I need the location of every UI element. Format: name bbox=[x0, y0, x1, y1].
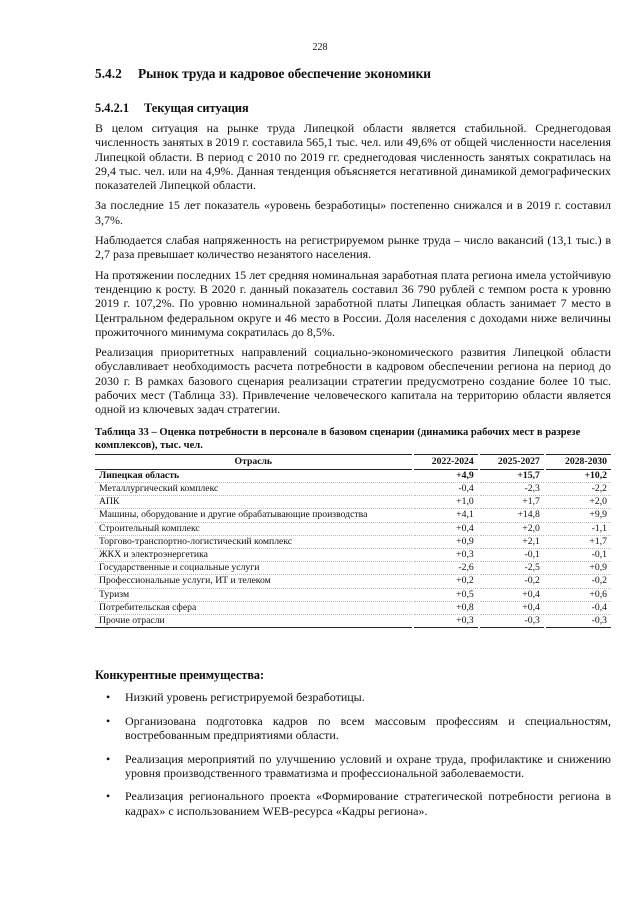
table-cell: +14,8 bbox=[479, 509, 545, 522]
table-cell: +0,6 bbox=[545, 588, 611, 601]
table-cell: Машины, оборудование и другие обрабатывающие производства bbox=[95, 509, 413, 522]
table-cell: -2,6 bbox=[413, 562, 479, 575]
table-cell: Потребительская сфера bbox=[95, 601, 413, 614]
list-item-text: Реализация регионального проекта «Формирование стратегической потребности региона в кадрах» с использованием WEB-ресурса «Кадры региона». bbox=[125, 789, 611, 818]
table-cell: +2,1 bbox=[479, 535, 545, 548]
table-row bbox=[95, 575, 611, 588]
page-content bbox=[95, 64, 611, 827]
table-row bbox=[95, 549, 611, 562]
bullet-icon: • bbox=[106, 690, 111, 705]
section-heading bbox=[95, 66, 611, 82]
table-cell: -0,2 bbox=[545, 575, 611, 588]
table-cell: +15,7 bbox=[479, 469, 545, 482]
bullet-icon: • bbox=[106, 751, 111, 766]
table-cell: +0,4 bbox=[479, 588, 545, 601]
table-row bbox=[95, 522, 611, 535]
table-cell: Липецкая область bbox=[95, 469, 413, 482]
table-caption: Таблица 33 – Оценка потребности в персонале в базовом сценарии (динамика рабочих мест в разрезе комплексов), тыс. чел. bbox=[95, 426, 581, 451]
subsection-number: 5.4.2.1 bbox=[95, 101, 130, 115]
list-item-text: Низкий уровень регистрируемой безработицы. bbox=[125, 690, 365, 705]
table-cell: +1,7 bbox=[479, 496, 545, 509]
table-cell: -0,3 bbox=[545, 615, 611, 628]
table-row bbox=[95, 588, 611, 601]
table-cell: -0,1 bbox=[545, 549, 611, 562]
paragraph: Реализация приоритетных направлений социально-экономического развития Липецкой области обуславливает необходимость расчета потребности в кадровом обеспечении региона на период до 2030 г. В рамках базового сценария реализации стратегии предусмотрено создание более 10 тыс. рабочих мест (Таблица 33). Привлечение человеческого капитала на территорию области является одной из ключевых задач стратегии. bbox=[95, 345, 611, 417]
table-cell: ЖКХ и электроэнергетика bbox=[95, 549, 413, 562]
list-item-text: Реализация мероприятий по улучшению условий и охране труда, профилактике и снижению уровня производственного травматизма и профессиональной заболеваемости. bbox=[125, 751, 611, 780]
paragraph: За последние 15 лет показатель «уровень безработицы» постепенно снижался и в 2019 г. составил 3,7%. bbox=[95, 198, 611, 227]
advantages-list bbox=[95, 690, 611, 818]
table-cell: +0,4 bbox=[413, 522, 479, 535]
column-header: 2025-2027 bbox=[479, 454, 545, 469]
table-cell: +2,0 bbox=[479, 522, 545, 535]
table-row-total bbox=[95, 469, 611, 482]
staffing-table bbox=[95, 454, 611, 629]
section-number: 5.4.2 bbox=[95, 66, 122, 81]
table-row bbox=[95, 496, 611, 509]
column-header: 2022-2024 bbox=[413, 454, 479, 469]
column-header: Отрасль bbox=[95, 454, 413, 469]
bullet-icon: • bbox=[106, 789, 111, 804]
bullet-icon: • bbox=[106, 713, 111, 728]
table-cell: Металлургический комплекс bbox=[95, 483, 413, 496]
table-cell: +0,2 bbox=[413, 575, 479, 588]
table-cell: -0,4 bbox=[413, 483, 479, 496]
list-item bbox=[95, 714, 611, 743]
table-row bbox=[95, 535, 611, 548]
table-cell: +1,0 bbox=[413, 496, 479, 509]
table-cell: -2,5 bbox=[479, 562, 545, 575]
table-cell: Строительный комплекс bbox=[95, 522, 413, 535]
table-cell: +2,0 bbox=[545, 496, 611, 509]
table-cell: -2,3 bbox=[479, 483, 545, 496]
table-cell: -0,4 bbox=[545, 601, 611, 614]
table-row bbox=[95, 483, 611, 496]
table-cell: +0,3 bbox=[413, 615, 479, 628]
subsection-title: Текущая ситуация bbox=[144, 101, 249, 115]
column-header: 2028-2030 bbox=[545, 454, 611, 469]
table-cell: +0,8 bbox=[413, 601, 479, 614]
list-item bbox=[95, 789, 611, 818]
table-cell: +0,4 bbox=[479, 601, 545, 614]
table-cell: Прочие отрасли bbox=[95, 615, 413, 628]
list-item bbox=[95, 752, 611, 781]
table-row bbox=[95, 615, 611, 628]
paragraph: Наблюдается слабая напряженность на регистрируемом рынке труда – число вакансий (13,1 тыс.) в 2,7 раза превышает количество незанятого населения. bbox=[95, 233, 611, 262]
table-cell: -1,1 bbox=[545, 522, 611, 535]
subsection-heading bbox=[95, 101, 611, 116]
page-number: 228 bbox=[312, 42, 328, 53]
table-header-row bbox=[95, 454, 611, 469]
paragraph: На протяжении последних 15 лет средняя номинальная заработная плата региона имела устойчивую тенденцию к росту. В 2020 г. данный показатель составил 36 790 рублей с темпом роста к уровню 2019 г. 107,2%. По уровню номинальной заработной платы Липецкая область занимает 7 место в Центральном федеральном округе и 46 место в России. Доля населения с доходами ниже величины прожиточного минимума сократилась до 8,5%. bbox=[95, 267, 611, 339]
table-cell: Торгово-транспортно-логистический комплекс bbox=[95, 535, 413, 548]
table-cell: +1,7 bbox=[545, 535, 611, 548]
table-cell: +4,9 bbox=[413, 469, 479, 482]
table-cell: АПК bbox=[95, 496, 413, 509]
table-row bbox=[95, 562, 611, 575]
section-title: Рынок труда и кадровое обеспечение экономики bbox=[138, 66, 432, 81]
table-cell: +9,9 bbox=[545, 509, 611, 522]
table-cell: +10,2 bbox=[545, 469, 611, 482]
table-cell: -0,1 bbox=[479, 549, 545, 562]
advantages-heading: Конкурентные преимущества: bbox=[95, 668, 265, 683]
table-cell: +0,5 bbox=[413, 588, 479, 601]
table-cell: -2,2 bbox=[545, 483, 611, 496]
table-row bbox=[95, 509, 611, 522]
table-cell: +0,9 bbox=[413, 535, 479, 548]
list-item bbox=[95, 690, 611, 704]
table-cell: Государственные и социальные услуги bbox=[95, 562, 413, 575]
table-cell: Туризм bbox=[95, 588, 413, 601]
paragraph: В целом ситуация на рынке труда Липецкой области является стабильной. Среднегодовая численность занятых в 2019 г. составила 565,1 тыс. чел. или 49,6% от общей численности населения Липецкой области. В период с 2010 по 2019 гг. среднегодовая численность занятых сократилась на 29,4 тыс. чел. или на 4,9%. Данная тенденция объясняется негативной динамикой демографических показателей Липецкой области. bbox=[95, 121, 611, 193]
table-cell: +0,3 bbox=[413, 549, 479, 562]
table-row bbox=[95, 601, 611, 614]
table-cell: -0,2 bbox=[479, 575, 545, 588]
table-cell: +0,9 bbox=[545, 562, 611, 575]
table-cell: +4,1 bbox=[413, 509, 479, 522]
list-item-text: Организована подготовка кадров по всем массовым профессиям и специальностям, востребованным предприятиями области. bbox=[125, 713, 611, 743]
table-cell: -0,3 bbox=[479, 615, 545, 628]
table-cell: Профессиональные услуги, ИТ и телеком bbox=[95, 575, 413, 588]
